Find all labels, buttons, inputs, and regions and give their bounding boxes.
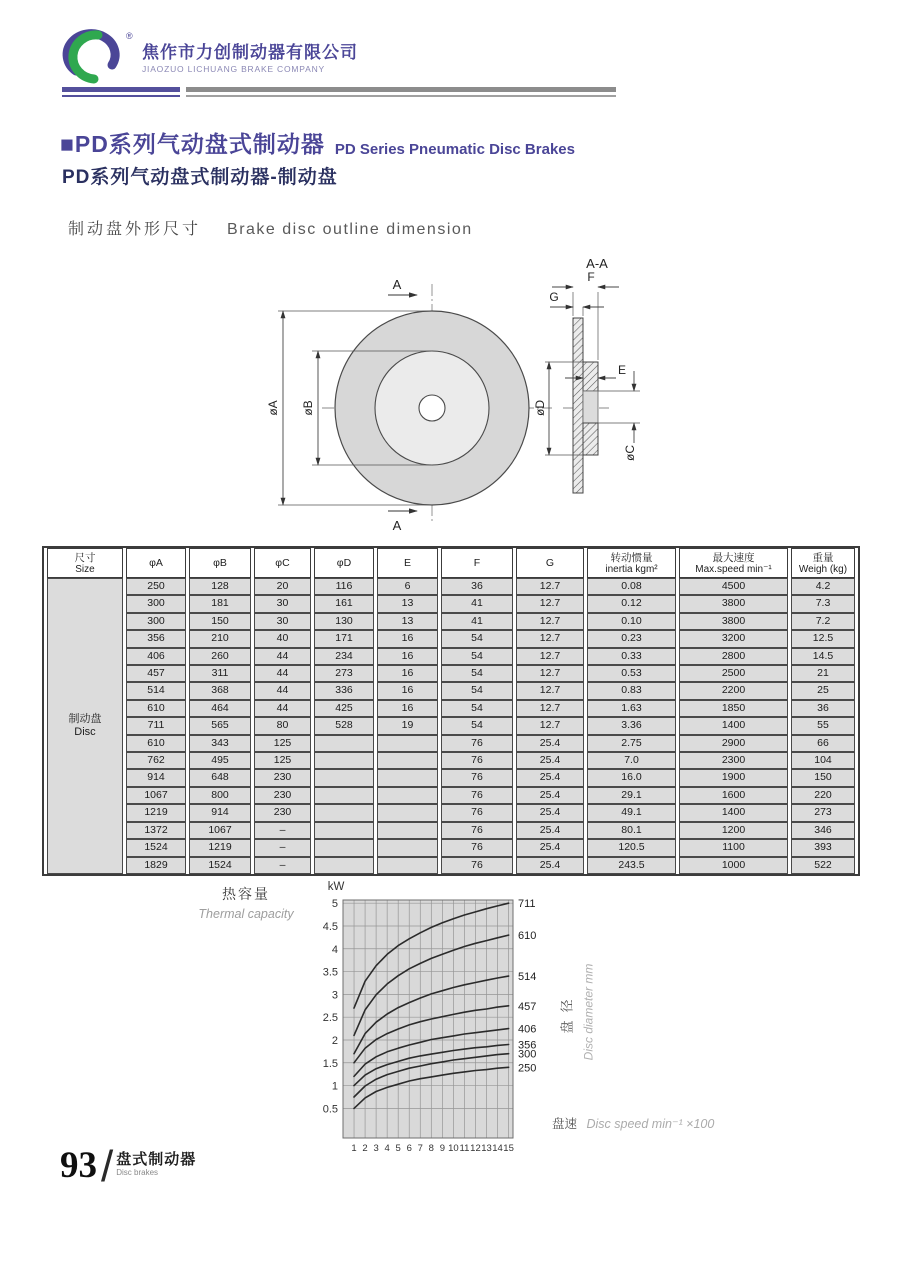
table-cell: 648 xyxy=(189,769,251,786)
divider-gray-thick xyxy=(186,87,616,92)
table-row xyxy=(47,769,855,786)
column-header-4: φD xyxy=(314,548,374,578)
column-header-3: φC xyxy=(254,548,311,578)
table-row xyxy=(47,839,855,856)
table-cell: 762 xyxy=(126,752,186,769)
divider-purple-thin xyxy=(62,95,180,97)
registered-mark: ® xyxy=(126,31,133,41)
y-tick-label: 3.5 xyxy=(322,966,338,979)
table-row xyxy=(47,822,855,839)
table-cell xyxy=(314,822,374,839)
chart-title-zh: 热容量 xyxy=(222,886,270,902)
table-cell: 25.4 xyxy=(516,735,584,752)
series-title-en: PD Series Pneumatic Disc Brakes xyxy=(334,141,575,158)
x-tick-label: 1 xyxy=(351,1143,357,1154)
table-cell: 125 xyxy=(254,735,311,752)
logo-green-swoosh xyxy=(73,35,98,79)
table-cell: 393 xyxy=(791,839,855,856)
table-cell: 7.2 xyxy=(791,613,855,630)
table-cell: 128 xyxy=(189,578,251,595)
table-cell: 610 xyxy=(126,700,186,717)
company-logo-icon xyxy=(54,27,138,87)
table-cell xyxy=(377,822,438,839)
table-cell: 125 xyxy=(254,752,311,769)
table-cell xyxy=(314,752,374,769)
table-cell: 12.7 xyxy=(516,630,584,647)
table-cell: 54 xyxy=(441,682,513,699)
right-axis-label-zh: 盘径 xyxy=(559,990,575,1034)
dim-label-oa: øA xyxy=(266,400,280,416)
table-cell: 54 xyxy=(441,648,513,665)
table-cell: 464 xyxy=(189,700,251,717)
table-cell xyxy=(314,787,374,804)
table-cell: 1219 xyxy=(126,804,186,821)
dim-label-oc: øC xyxy=(623,445,637,461)
table-cell: 406 xyxy=(126,648,186,665)
table-cell: 25.4 xyxy=(516,752,584,769)
table-cell: 171 xyxy=(314,630,374,647)
table-cell: – xyxy=(254,839,311,856)
table-row xyxy=(47,630,855,647)
table-cell xyxy=(314,857,374,874)
table-row xyxy=(47,717,855,734)
x-tick-label: 3 xyxy=(373,1143,379,1154)
table-cell: 1372 xyxy=(126,822,186,839)
dim-label-od: øD xyxy=(533,400,547,416)
column-header-6: F xyxy=(441,548,513,578)
table-cell: 25.4 xyxy=(516,804,584,821)
right-axis-label-en: Disc diameter mm xyxy=(581,963,595,1061)
table-cell: 7.0 xyxy=(587,752,676,769)
table-cell: – xyxy=(254,822,311,839)
table-cell: 25.4 xyxy=(516,822,584,839)
curve-label-711: 711 xyxy=(518,898,536,911)
table-cell: 13 xyxy=(377,613,438,630)
x-tick-label: 4 xyxy=(384,1143,390,1154)
table-cell: 0.33 xyxy=(587,648,676,665)
table-cell: 116 xyxy=(314,578,374,595)
table-cell xyxy=(377,839,438,856)
table-row xyxy=(47,804,855,821)
table-cell: 150 xyxy=(189,613,251,630)
table-cell: 425 xyxy=(314,700,374,717)
table-row xyxy=(47,682,855,699)
table-cell: 1067 xyxy=(189,822,251,839)
table-cell xyxy=(377,769,438,786)
table-cell xyxy=(314,735,374,752)
x-tick-label: 10 xyxy=(448,1143,459,1154)
table-cell: 368 xyxy=(189,682,251,699)
table-cell: 528 xyxy=(314,717,374,734)
table-cell: 25 xyxy=(791,682,855,699)
table-cell xyxy=(314,804,374,821)
table-cell: 12.7 xyxy=(516,665,584,682)
table-cell: 0.83 xyxy=(587,682,676,699)
table-cell: 2300 xyxy=(679,752,788,769)
curve-label-406: 406 xyxy=(518,1023,537,1036)
column-header-9: 最大速度 Max.speed min⁻¹ xyxy=(679,548,788,578)
table-cell: 3800 xyxy=(679,595,788,612)
table-row xyxy=(47,578,855,595)
table-cell: 76 xyxy=(441,787,513,804)
thermal-capacity-chart xyxy=(300,876,545,1176)
column-header-10: 重量 Weigh (kg) xyxy=(791,548,855,578)
table-cell: 1524 xyxy=(126,839,186,856)
table-cell: 29.1 xyxy=(587,787,676,804)
table-cell: 0.08 xyxy=(587,578,676,595)
y-tick-label: 2 xyxy=(331,1034,338,1047)
table-cell: 3.36 xyxy=(587,717,676,734)
y-tick-label: 3 xyxy=(331,989,338,1002)
table-cell: 346 xyxy=(791,822,855,839)
table-cell: 76 xyxy=(441,804,513,821)
table-cell: 104 xyxy=(791,752,855,769)
table-cell: 4.2 xyxy=(791,578,855,595)
table-cell: 44 xyxy=(254,682,311,699)
section-heading-en: Brake disc outline dimension xyxy=(227,221,473,238)
y-axis-unit: kW xyxy=(327,881,345,893)
x-tick-label: 6 xyxy=(406,1143,412,1154)
curve-label-250: 250 xyxy=(518,1062,537,1075)
table-cell: 41 xyxy=(441,595,513,612)
table-cell: 40 xyxy=(254,630,311,647)
table-cell: 0.10 xyxy=(587,613,676,630)
y-tick-label: 1.5 xyxy=(322,1057,338,1070)
table-cell xyxy=(377,787,438,804)
row-group-label: 制动盘 Disc xyxy=(47,578,123,874)
table-cell: 0.53 xyxy=(587,665,676,682)
y-tick-label: 1 xyxy=(331,1080,338,1093)
cut-label-top: A xyxy=(392,277,402,292)
y-tick-label: 0.5 xyxy=(322,1103,338,1116)
table-cell: 54 xyxy=(441,630,513,647)
table-cell: 76 xyxy=(441,857,513,874)
table-cell: 76 xyxy=(441,752,513,769)
column-header-7: G xyxy=(516,548,584,578)
table-cell: 12.7 xyxy=(516,700,584,717)
table-cell: 150 xyxy=(791,769,855,786)
dim-label-ob: øB xyxy=(301,400,315,416)
y-tick-label: 4 xyxy=(331,943,338,956)
section-plate xyxy=(573,318,583,493)
table-cell: 0.12 xyxy=(587,595,676,612)
table-cell: 16 xyxy=(377,682,438,699)
table-cell: 21 xyxy=(791,665,855,682)
divider-purple-thick xyxy=(62,87,180,92)
table-row xyxy=(47,735,855,752)
y-tick-label: 2.5 xyxy=(322,1012,338,1025)
table-cell: 19 xyxy=(377,717,438,734)
footer-label-zh: 盘式制动器 xyxy=(116,1151,197,1168)
table-cell: 336 xyxy=(314,682,374,699)
dim-label-g: G xyxy=(549,290,559,304)
table-cell: 1829 xyxy=(126,857,186,874)
table-cell: 230 xyxy=(254,804,311,821)
table-cell: 54 xyxy=(441,717,513,734)
table-cell: 514 xyxy=(126,682,186,699)
dim-label-f: F xyxy=(587,270,595,284)
table-cell: 1900 xyxy=(679,769,788,786)
table-cell: 36 xyxy=(791,700,855,717)
table-cell: 76 xyxy=(441,769,513,786)
table-row xyxy=(47,613,855,630)
table-cell: 610 xyxy=(126,735,186,752)
table-cell: 44 xyxy=(254,648,311,665)
column-header-2: φB xyxy=(189,548,251,578)
table-cell: 234 xyxy=(314,648,374,665)
subtitle-zh: PD系列气动盘式制动器-制动盘 xyxy=(62,167,338,188)
table-cell: 311 xyxy=(189,665,251,682)
table-cell: 6 xyxy=(377,578,438,595)
table-row xyxy=(47,700,855,717)
table-cell: 12.7 xyxy=(516,717,584,734)
table-cell: 250 xyxy=(126,578,186,595)
x-tick-label: 15 xyxy=(503,1143,514,1154)
table-row xyxy=(47,752,855,769)
x-tick-label: 12 xyxy=(470,1143,481,1154)
table-cell: 54 xyxy=(441,700,513,717)
table-cell: 1400 xyxy=(679,804,788,821)
x-tick-label: 5 xyxy=(395,1143,401,1154)
table-row xyxy=(47,787,855,804)
table-cell: 2.75 xyxy=(587,735,676,752)
table-cell: 25.4 xyxy=(516,839,584,856)
footer-separator: / xyxy=(101,1142,114,1191)
brake-disc-drawing xyxy=(260,250,670,545)
table-cell: 230 xyxy=(254,787,311,804)
table-cell: 16 xyxy=(377,665,438,682)
table-cell xyxy=(377,857,438,874)
table-cell: 220 xyxy=(791,787,855,804)
table-cell: 12.7 xyxy=(516,682,584,699)
table-cell xyxy=(377,735,438,752)
table-cell: 181 xyxy=(189,595,251,612)
table-cell: 49.1 xyxy=(587,804,676,821)
table-cell: 41 xyxy=(441,613,513,630)
table-cell: 76 xyxy=(441,735,513,752)
x-tick-label: 2 xyxy=(362,1143,368,1154)
table-cell: 14.5 xyxy=(791,648,855,665)
table-cell: 565 xyxy=(189,717,251,734)
table-cell: 16.0 xyxy=(587,769,676,786)
table-cell: 36 xyxy=(441,578,513,595)
x-axis-label-en: Disc speed min⁻¹ ×100 xyxy=(586,1117,715,1131)
table-cell: 1600 xyxy=(679,787,788,804)
section-heading-zh: 制动盘外形尺寸 xyxy=(68,221,202,238)
x-tick-label: 11 xyxy=(459,1143,470,1154)
table-cell: 1200 xyxy=(679,822,788,839)
table-cell: 3200 xyxy=(679,630,788,647)
front-view xyxy=(266,277,552,533)
curve-label-514: 514 xyxy=(518,971,537,984)
table-cell: 457 xyxy=(126,665,186,682)
y-tick-label: 4.5 xyxy=(322,920,338,933)
page-number: 93 xyxy=(60,1145,97,1186)
table-cell: 1219 xyxy=(189,839,251,856)
x-tick-label: 13 xyxy=(481,1143,492,1154)
table-cell: 914 xyxy=(189,804,251,821)
divider-gray-thin xyxy=(186,95,616,97)
footer-label-en: Disc brakes xyxy=(116,1168,159,1177)
curve-label-610: 610 xyxy=(518,930,537,943)
y-tick-label: 5 xyxy=(331,898,338,911)
table-cell: 230 xyxy=(254,769,311,786)
table-cell: 66 xyxy=(791,735,855,752)
table-cell: 76 xyxy=(441,839,513,856)
table-cell: 16 xyxy=(377,648,438,665)
table-row xyxy=(47,648,855,665)
table-cell: 1067 xyxy=(126,787,186,804)
table-cell: 80.1 xyxy=(587,822,676,839)
table-cell: 1400 xyxy=(679,717,788,734)
company-name-en: JIAOZUO LICHUANG BRAKE COMPANY xyxy=(142,64,326,74)
dim-label-e: E xyxy=(617,363,627,377)
table-cell: 12.5 xyxy=(791,630,855,647)
table-cell xyxy=(377,804,438,821)
curve-label-356: 356 xyxy=(518,1039,537,1052)
table-cell: 0.23 xyxy=(587,630,676,647)
table-cell: 1000 xyxy=(679,857,788,874)
table-cell: 130 xyxy=(314,613,374,630)
table-cell: 243.5 xyxy=(587,857,676,874)
x-tick-label: 8 xyxy=(428,1143,434,1154)
table-row xyxy=(47,857,855,874)
disc-center-hole xyxy=(419,395,445,421)
curve-label-300: 300 xyxy=(518,1048,537,1061)
table-cell: 30 xyxy=(254,613,311,630)
table-cell: 356 xyxy=(126,630,186,647)
dimension-table xyxy=(42,546,860,876)
table-cell: 12.7 xyxy=(516,578,584,595)
table-cell: 495 xyxy=(189,752,251,769)
disc-dimensions-table xyxy=(44,548,858,874)
table-cell: 300 xyxy=(126,595,186,612)
table-cell: 800 xyxy=(189,787,251,804)
table-cell: 161 xyxy=(314,595,374,612)
table-cell: 16 xyxy=(377,630,438,647)
table-cell: 76 xyxy=(441,822,513,839)
table-cell: 44 xyxy=(254,665,311,682)
table-cell: 25.4 xyxy=(516,769,584,786)
series-title-zh: ■PD系列气动盘式制动器 xyxy=(60,131,325,157)
column-header-5: E xyxy=(377,548,438,578)
table-row xyxy=(47,595,855,612)
table-cell xyxy=(377,752,438,769)
table-cell: 12.7 xyxy=(516,595,584,612)
table-row xyxy=(47,665,855,682)
table-cell: 12.7 xyxy=(516,648,584,665)
table-cell: 44 xyxy=(254,700,311,717)
table-cell xyxy=(314,839,374,856)
table-cell: 2800 xyxy=(679,648,788,665)
x-tick-label: 14 xyxy=(492,1143,503,1154)
table-cell: 7.3 xyxy=(791,595,855,612)
x-axis-label-zh: 盘速 xyxy=(552,1117,578,1131)
table-cell: 273 xyxy=(791,804,855,821)
table-cell: 522 xyxy=(791,857,855,874)
table-cell: 300 xyxy=(126,613,186,630)
table-cell: 55 xyxy=(791,717,855,734)
table-cell: 25.4 xyxy=(516,787,584,804)
section-hub-lower xyxy=(583,423,598,455)
table-cell: 2200 xyxy=(679,682,788,699)
table-cell: 20 xyxy=(254,578,311,595)
section-title: A-A xyxy=(586,256,608,271)
x-tick-label: 9 xyxy=(439,1143,445,1154)
section-bore xyxy=(583,391,598,423)
section-view xyxy=(533,256,640,493)
table-cell: 54 xyxy=(441,665,513,682)
table-cell: 2500 xyxy=(679,665,788,682)
chart-title-en: Thermal capacity xyxy=(198,907,294,921)
table-cell: 1.63 xyxy=(587,700,676,717)
table-cell: 3800 xyxy=(679,613,788,630)
table-cell: 13 xyxy=(377,595,438,612)
company-name-zh: 焦作市力创制动器有限公司 xyxy=(142,43,358,62)
table-cell: 210 xyxy=(189,630,251,647)
table-cell: 25.4 xyxy=(516,857,584,874)
table-cell: – xyxy=(254,857,311,874)
table-cell: 1100 xyxy=(679,839,788,856)
column-header-8: 转动惯量 inertia kgm² xyxy=(587,548,676,578)
table-cell: 260 xyxy=(189,648,251,665)
table-cell: 343 xyxy=(189,735,251,752)
table-cell: 16 xyxy=(377,700,438,717)
table-cell: 711 xyxy=(126,717,186,734)
column-header-0: 尺寸 Size xyxy=(47,548,123,578)
curve-label-457: 457 xyxy=(518,1000,537,1013)
table-cell: 2900 xyxy=(679,735,788,752)
table-cell: 1524 xyxy=(189,857,251,874)
table-cell: 30 xyxy=(254,595,311,612)
section-hub-upper xyxy=(583,362,598,391)
table-cell: 4500 xyxy=(679,578,788,595)
table-cell: 273 xyxy=(314,665,374,682)
column-header-1: φA xyxy=(126,548,186,578)
table-cell: 80 xyxy=(254,717,311,734)
cut-label-bottom: A xyxy=(392,518,402,533)
table-cell xyxy=(314,769,374,786)
x-tick-label: 7 xyxy=(417,1143,423,1154)
table-cell: 12.7 xyxy=(516,613,584,630)
table-cell: 120.5 xyxy=(587,839,676,856)
table-cell: 1850 xyxy=(679,700,788,717)
table-cell: 914 xyxy=(126,769,186,786)
